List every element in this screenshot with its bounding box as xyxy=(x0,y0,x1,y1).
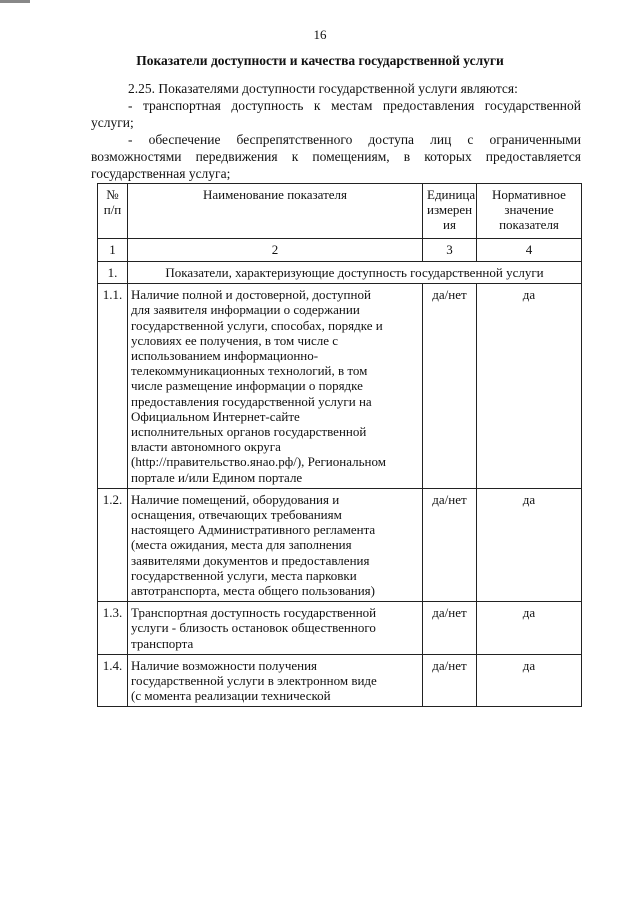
intro-item-transport: - транспортная доступность к местам предоставления государственной услуги; xyxy=(91,98,581,130)
intro-paragraphs xyxy=(91,80,581,182)
row-unit: да/нет xyxy=(423,284,477,489)
row-norm-value: да xyxy=(477,488,582,601)
section-num: 1. xyxy=(98,262,128,284)
indicators-table xyxy=(97,183,582,707)
header-name: Наименование показателя xyxy=(128,184,423,239)
row-norm-value: да xyxy=(477,654,582,707)
intro-item-access: - обеспечение беспрепятственного доступа лиц с ограниченными возможностями передвижения к помещениям, в которых предоставляется государственная услуга; xyxy=(91,132,581,181)
row-indicator-name: Наличие возможности получения государственной услуги в электронном виде (с момента реализации технической xyxy=(128,654,423,707)
row-num: 1.3. xyxy=(98,602,128,655)
table-header-row xyxy=(98,184,582,239)
column-index-cell: 1 xyxy=(98,239,128,262)
column-index-row xyxy=(98,239,582,262)
section-title: Показатели доступности и качества государственной услуги xyxy=(136,53,504,68)
row-unit: да/нет xyxy=(423,602,477,655)
row-num: 1.1. xyxy=(98,284,128,489)
row-num: 1.4. xyxy=(98,654,128,707)
column-index-cell: 3 xyxy=(423,239,477,262)
row-indicator-name: Наличие полной и достоверной, доступной для заявителя информации о содержании государственной услуги, способах, порядке и условиях ее получения, в том числе с использованием информационно- телекоммуникационных технологий, в том числе размещение информации о порядке предоставления государственной услуги на Официальном Интернет-сайте исполнительных органов государственной власти автономного округа (http://правительство.янао.рф/), Региональном портале и/или Едином портале xyxy=(128,284,423,489)
row-indicator-name: Транспортная доступность государственной услуги - близость остановок общественного транспорта xyxy=(128,602,423,655)
table-row xyxy=(98,602,582,655)
section-row xyxy=(98,262,582,284)
table-row xyxy=(98,284,582,489)
row-norm-value: да xyxy=(477,284,582,489)
intro-lead: 2.25. Показателями доступности государственной услуги являются: xyxy=(128,81,518,96)
row-norm-value: да xyxy=(477,602,582,655)
page-number: 16 xyxy=(313,27,327,42)
row-indicator-name: Наличие помещений, оборудования и оснащения, отвечающих требованиям настоящего Административного регламента (места ожидания, места для заполнения заявителями документов и предоставления государственной услуги, места парковки автотранспорта, места общего пользования) xyxy=(128,488,423,601)
scan-corner-mark xyxy=(0,0,30,3)
column-index-cell: 2 xyxy=(128,239,423,262)
header-num: № п/п xyxy=(98,184,128,239)
table-row xyxy=(98,654,582,707)
section-heading: Показатели, характеризующие доступность государственной услуги xyxy=(128,262,582,284)
table-row xyxy=(98,488,582,601)
row-unit: да/нет xyxy=(423,654,477,707)
header-norm: Нормативное значение показателя xyxy=(477,184,582,239)
header-unit: Единица измерен ия xyxy=(423,184,477,239)
row-num: 1.2. xyxy=(98,488,128,601)
column-index-cell: 4 xyxy=(477,239,582,262)
row-unit: да/нет xyxy=(423,488,477,601)
